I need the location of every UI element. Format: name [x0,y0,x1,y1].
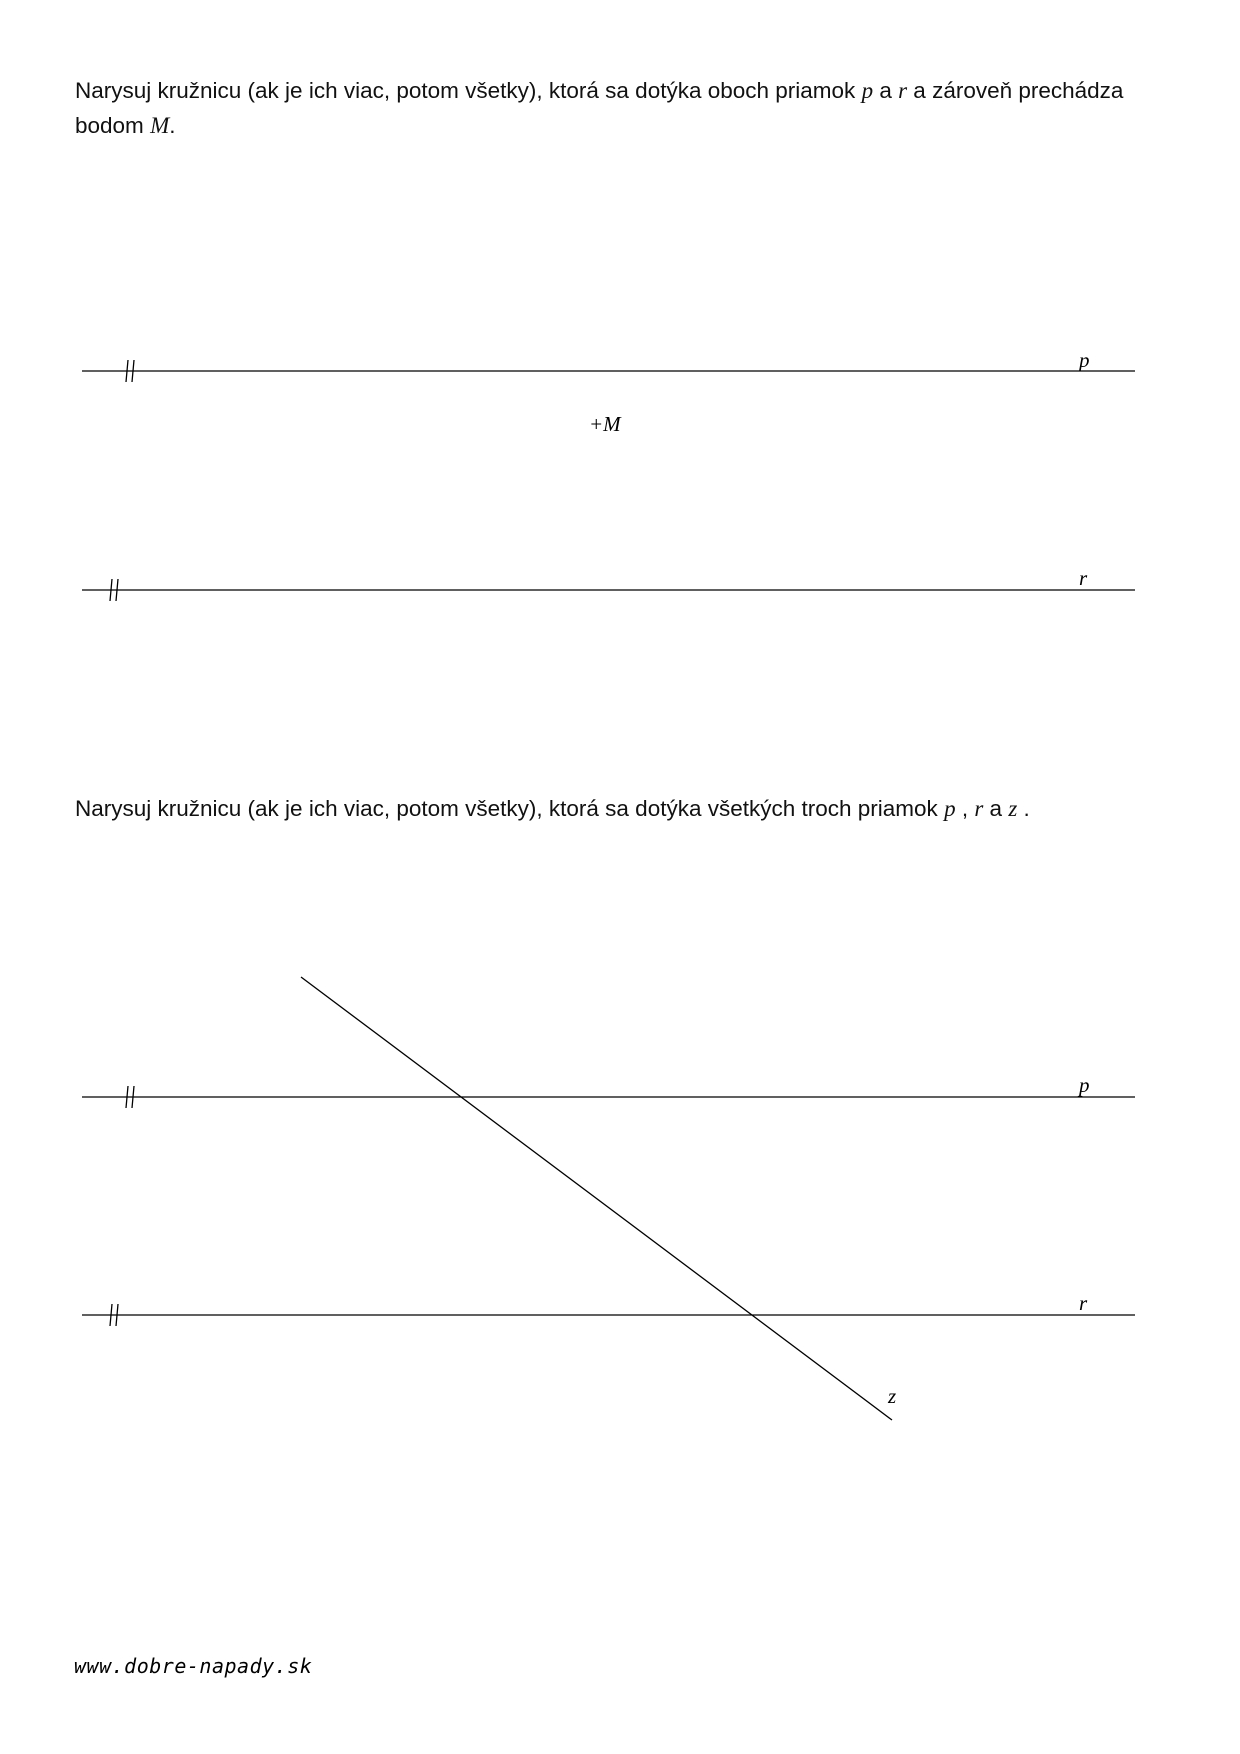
task-1-and: a [873,78,899,103]
task-2-symbol-r: r [974,796,984,821]
task-1-text-a: Narysuj kružnicu (ak je ich viac, potom všetky), ktorá sa dotýka oboch priamok [75,78,862,103]
task-2-text-a: Narysuj kružnicu (ak je ich viac, potom všetky), ktorá sa dotýka všetkých troch priamok [75,796,945,821]
footer-website-url: www.dobre-napady.sk [74,1654,313,1678]
line-z-label: z [888,1384,897,1408]
task-1-figure [0,330,1240,630]
task-2-instruction [75,791,1155,826]
task-1-symbol-r: r [898,78,908,103]
line-p-label: p [1079,1073,1090,1097]
task-1-symbol-m: M [150,113,170,138]
task-2-figure [0,960,1240,1430]
task-2-and: a [983,796,1009,821]
task-2-symbol-p: p [944,796,956,821]
task-1-instruction [75,73,1155,143]
task-1-text-b: a zároveň prechádza bodom [75,78,1124,138]
task-2-end: . [1017,796,1030,821]
task-2-symbol-z: z [1008,796,1018,821]
line-p-label: p [1079,348,1090,372]
line-r-label: r [1079,566,1088,590]
line-r-label: r [1079,1291,1088,1315]
point-m-label: +M [589,412,621,436]
task-2-comma: , [955,796,975,821]
line-z [301,977,892,1420]
task-1-symbol-p: p [861,78,874,103]
task-1-end: . [169,113,176,138]
